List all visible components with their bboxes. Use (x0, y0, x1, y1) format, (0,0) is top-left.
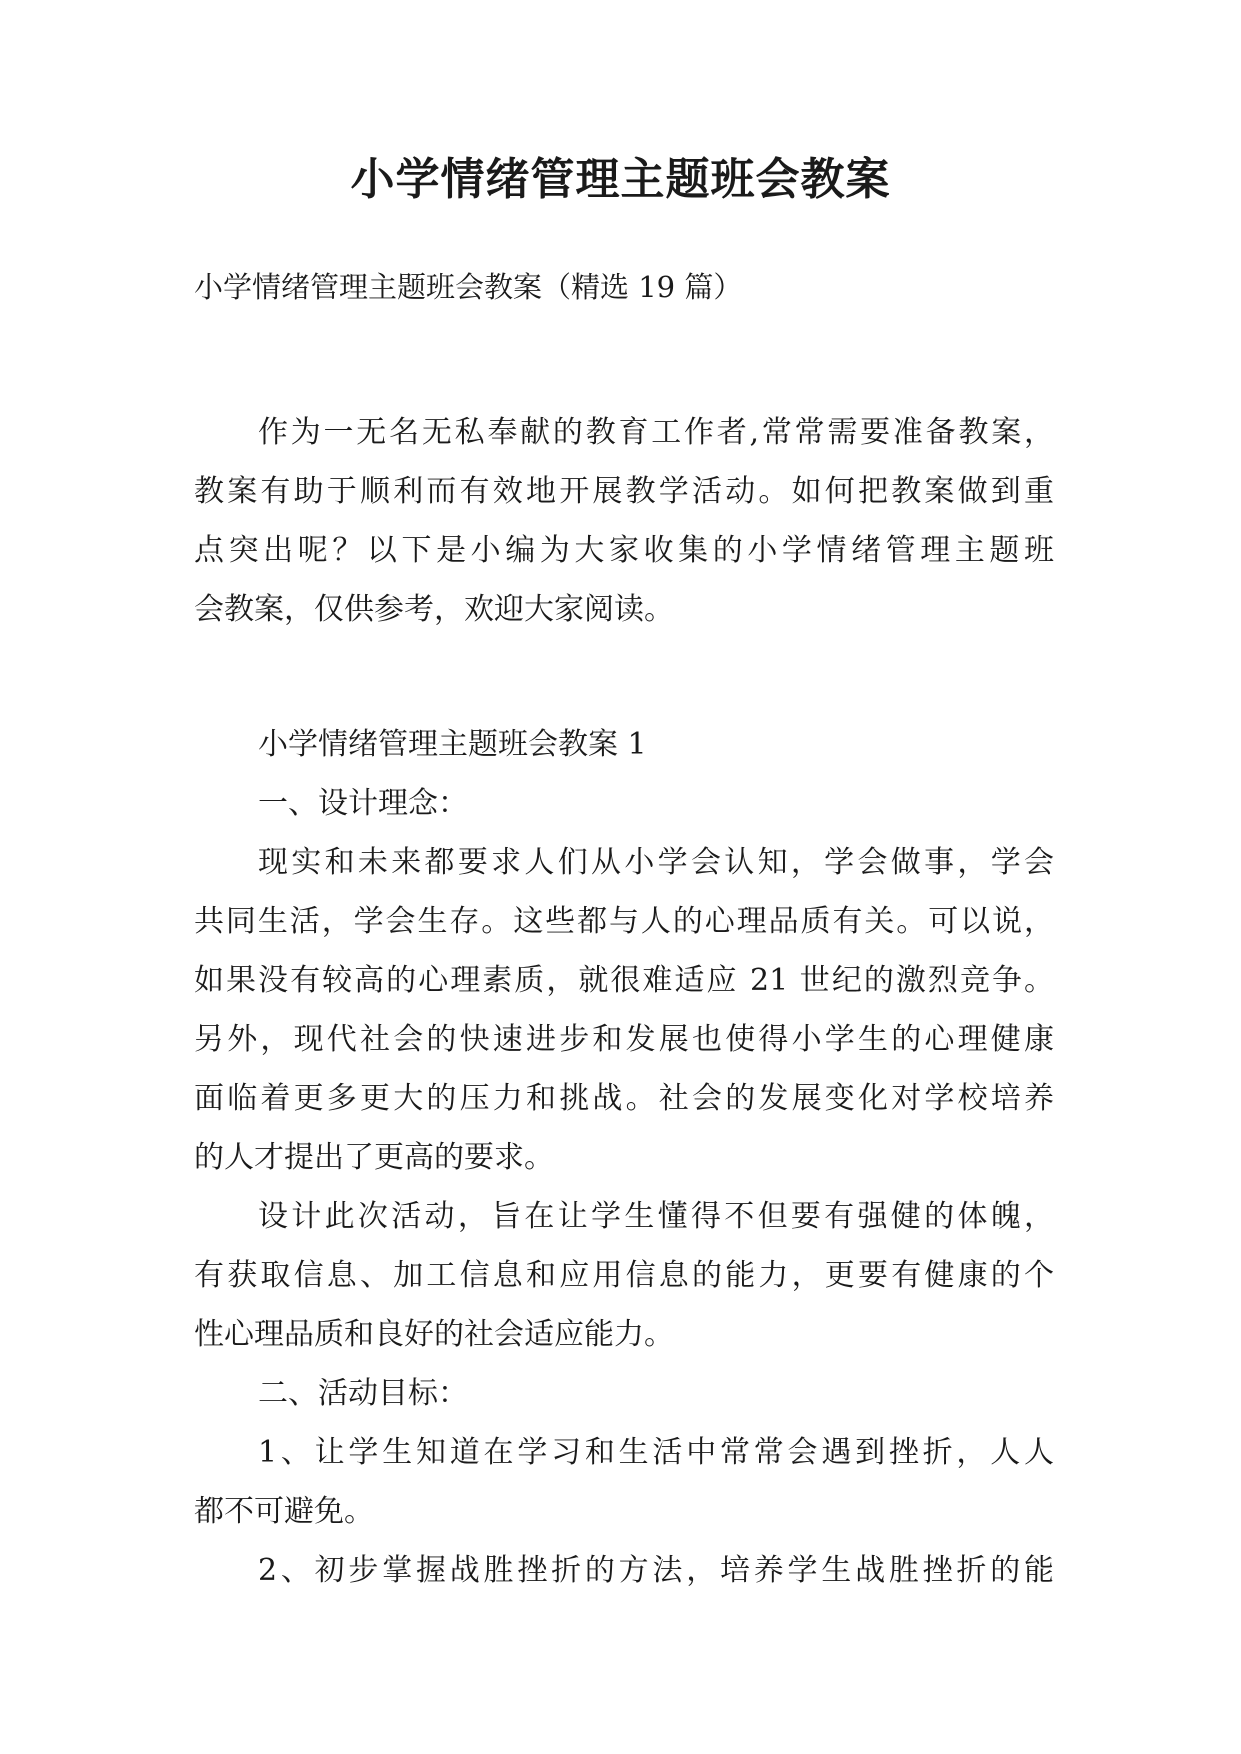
document-body (194, 403, 1054, 1600)
document-title: 小学情绪管理主题班会教案 (350, 154, 891, 205)
paragraph-line: 面临着更多更大的压力和挑战。社会的发展变化对学校培养 (194, 1081, 1054, 1116)
goal-item-2 (194, 1541, 1054, 1600)
intro-line: 点突出呢？以下是小编为大家收集的小学情绪管理主题班 (194, 533, 1054, 568)
paragraph-line: 另外，现代社会的快速进步和发展也使得小学生的心理健康 (194, 1022, 1054, 1057)
goal-line: 1、让学生知道在学习和生活中常常会遇到挫折，人人 (258, 1435, 1054, 1470)
part1-heading: 一、设计理念： (258, 786, 468, 821)
part2-heading: 二、活动目标： (258, 1376, 468, 1411)
paragraph-line: 设计此次活动，旨在让学生懂得不但要有强健的体魄， (258, 1199, 1054, 1234)
part1-paragraph-2 (194, 1187, 1054, 1364)
intro-paragraph (194, 403, 1054, 639)
paragraph-line: 的人才提出了更高的要求。 (194, 1140, 554, 1175)
paragraph-line: 性心理品质和良好的社会适应能力。 (194, 1317, 674, 1352)
document-subtitle: 小学情绪管理主题班会教案（精选 19 篇） (194, 270, 743, 304)
goal-line: 都不可避免。 (194, 1494, 374, 1529)
paragraph-spacer (194, 639, 1054, 715)
section-heading: 小学情绪管理主题班会教案 1 (258, 727, 647, 762)
paragraph-line: 如果没有较高的心理素质，就很难适应 21 世纪的激烈竞争。 (194, 963, 1054, 998)
goal-item-1 (194, 1423, 1054, 1541)
intro-line: 作为一无名无私奉献的教育工作者,常常需要准备教案， (258, 415, 1054, 450)
goal-line: 2、初步掌握战胜挫折的方法，培养学生战胜挫折的能 (258, 1553, 1054, 1588)
paragraph-line: 共同生活，学会生存。这些都与人的心理品质有关。可以说， (194, 904, 1054, 939)
intro-line: 会教案，仅供参考，欢迎大家阅读。 (194, 592, 674, 627)
paragraph-line: 现实和未来都要求人们从小学会认知，学会做事，学会 (258, 845, 1054, 880)
intro-line: 教案有助于顺利而有效地开展教学活动。如何把教案做到重 (194, 474, 1054, 509)
paragraph-line: 有获取信息、加工信息和应用信息的能力，更要有健康的个 (194, 1258, 1054, 1293)
part1-paragraph-1 (194, 833, 1054, 1187)
